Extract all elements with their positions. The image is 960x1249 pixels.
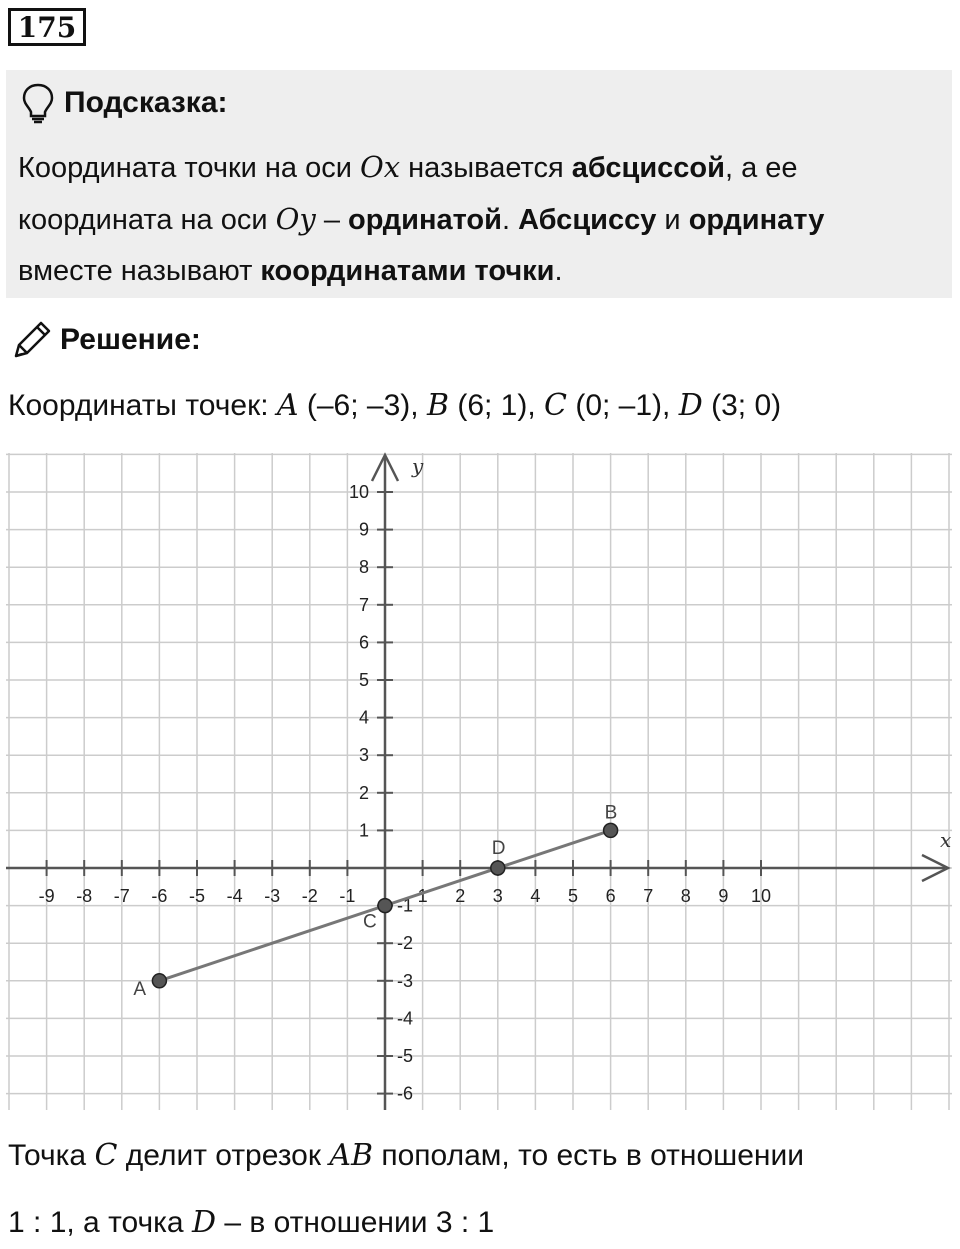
point-label-a: A bbox=[133, 978, 147, 1000]
y-tick-label: 7 bbox=[358, 594, 369, 615]
y-tick-label: -3 bbox=[397, 970, 414, 991]
hint-line-1: Координата точки на оси Ox называется абсциссой, а ее bbox=[18, 150, 798, 184]
hint-text bbox=[18, 142, 938, 297]
x-tick-label: -1 bbox=[339, 886, 356, 906]
x-tick-label: -7 bbox=[113, 886, 130, 906]
hint-title: Подсказка: bbox=[64, 86, 228, 119]
x-tick-label: -9 bbox=[38, 886, 55, 906]
problem-number: 175 bbox=[8, 8, 86, 46]
x-tick-label: 7 bbox=[643, 886, 654, 906]
x-tick-label: 9 bbox=[718, 886, 729, 906]
y-tick-label: 10 bbox=[348, 482, 369, 502]
x-tick-label: -3 bbox=[264, 886, 281, 906]
hint-box bbox=[6, 70, 952, 298]
coordinate-graph bbox=[0, 445, 960, 1115]
x-tick-label: 2 bbox=[455, 886, 466, 906]
lightbulb-icon bbox=[20, 82, 56, 124]
conclusion-line-1: Точка C делит отрезок AB пополам, то есть в отношении bbox=[8, 1138, 805, 1173]
solution-title: Решение: bbox=[60, 323, 201, 356]
solution-header bbox=[10, 318, 201, 362]
point-a bbox=[152, 974, 166, 988]
y-tick-label: 6 bbox=[358, 632, 369, 653]
x-tick-label: -6 bbox=[151, 886, 168, 906]
hint-line-2: координата на оси Oy – ординатой. Абсциссу и ординату bbox=[18, 202, 825, 236]
y-tick-label: 3 bbox=[358, 745, 369, 766]
x-tick-label: -8 bbox=[76, 886, 93, 906]
y-tick-label: 1 bbox=[358, 820, 369, 841]
point-label-d: D bbox=[491, 838, 506, 859]
y-axis-label: y bbox=[412, 454, 424, 478]
y-tick-label: -1 bbox=[397, 895, 414, 916]
y-tick-label: 8 bbox=[358, 557, 369, 578]
x-tick-label: 6 bbox=[605, 886, 616, 906]
y-tick-label: 2 bbox=[358, 782, 369, 803]
x-tick-label: 3 bbox=[492, 886, 503, 906]
y-tick-label: -5 bbox=[397, 1046, 414, 1066]
conclusion-line-2: 1 : 1, а точка D – в отношении 3 : 1 bbox=[8, 1205, 495, 1240]
y-tick-label: 9 bbox=[358, 519, 369, 540]
x-tick-label: 4 bbox=[530, 886, 541, 906]
y-tick-label: -2 bbox=[397, 933, 414, 954]
coordinates-line: Координаты точек: A (–6; –3), B (6; 1), C (0; –1), D (3; 0) bbox=[8, 388, 782, 423]
hint-line-3: вместе называют координатами точки. bbox=[18, 255, 563, 287]
point-b bbox=[604, 823, 618, 837]
x-tick-label: -4 bbox=[226, 886, 243, 906]
y-tick-label: -4 bbox=[397, 1008, 414, 1029]
x-tick-label: 8 bbox=[680, 886, 691, 906]
point-c bbox=[378, 899, 392, 913]
x-tick-label: -2 bbox=[301, 886, 318, 906]
y-tick-label: -6 bbox=[397, 1083, 414, 1104]
point-d bbox=[491, 861, 505, 875]
point-label-c: C bbox=[363, 911, 377, 933]
y-tick-label: 4 bbox=[358, 707, 369, 728]
x-axis-label: x bbox=[940, 828, 952, 852]
pencil-icon bbox=[10, 318, 54, 362]
x-tick-label: 10 bbox=[750, 886, 772, 906]
x-tick-label: 1 bbox=[417, 886, 428, 906]
point-label-b: B bbox=[604, 802, 618, 824]
x-tick-label: -5 bbox=[188, 886, 206, 906]
y-tick-label: 5 bbox=[358, 670, 369, 690]
x-tick-label: 5 bbox=[567, 886, 579, 906]
hint-header bbox=[20, 82, 228, 124]
